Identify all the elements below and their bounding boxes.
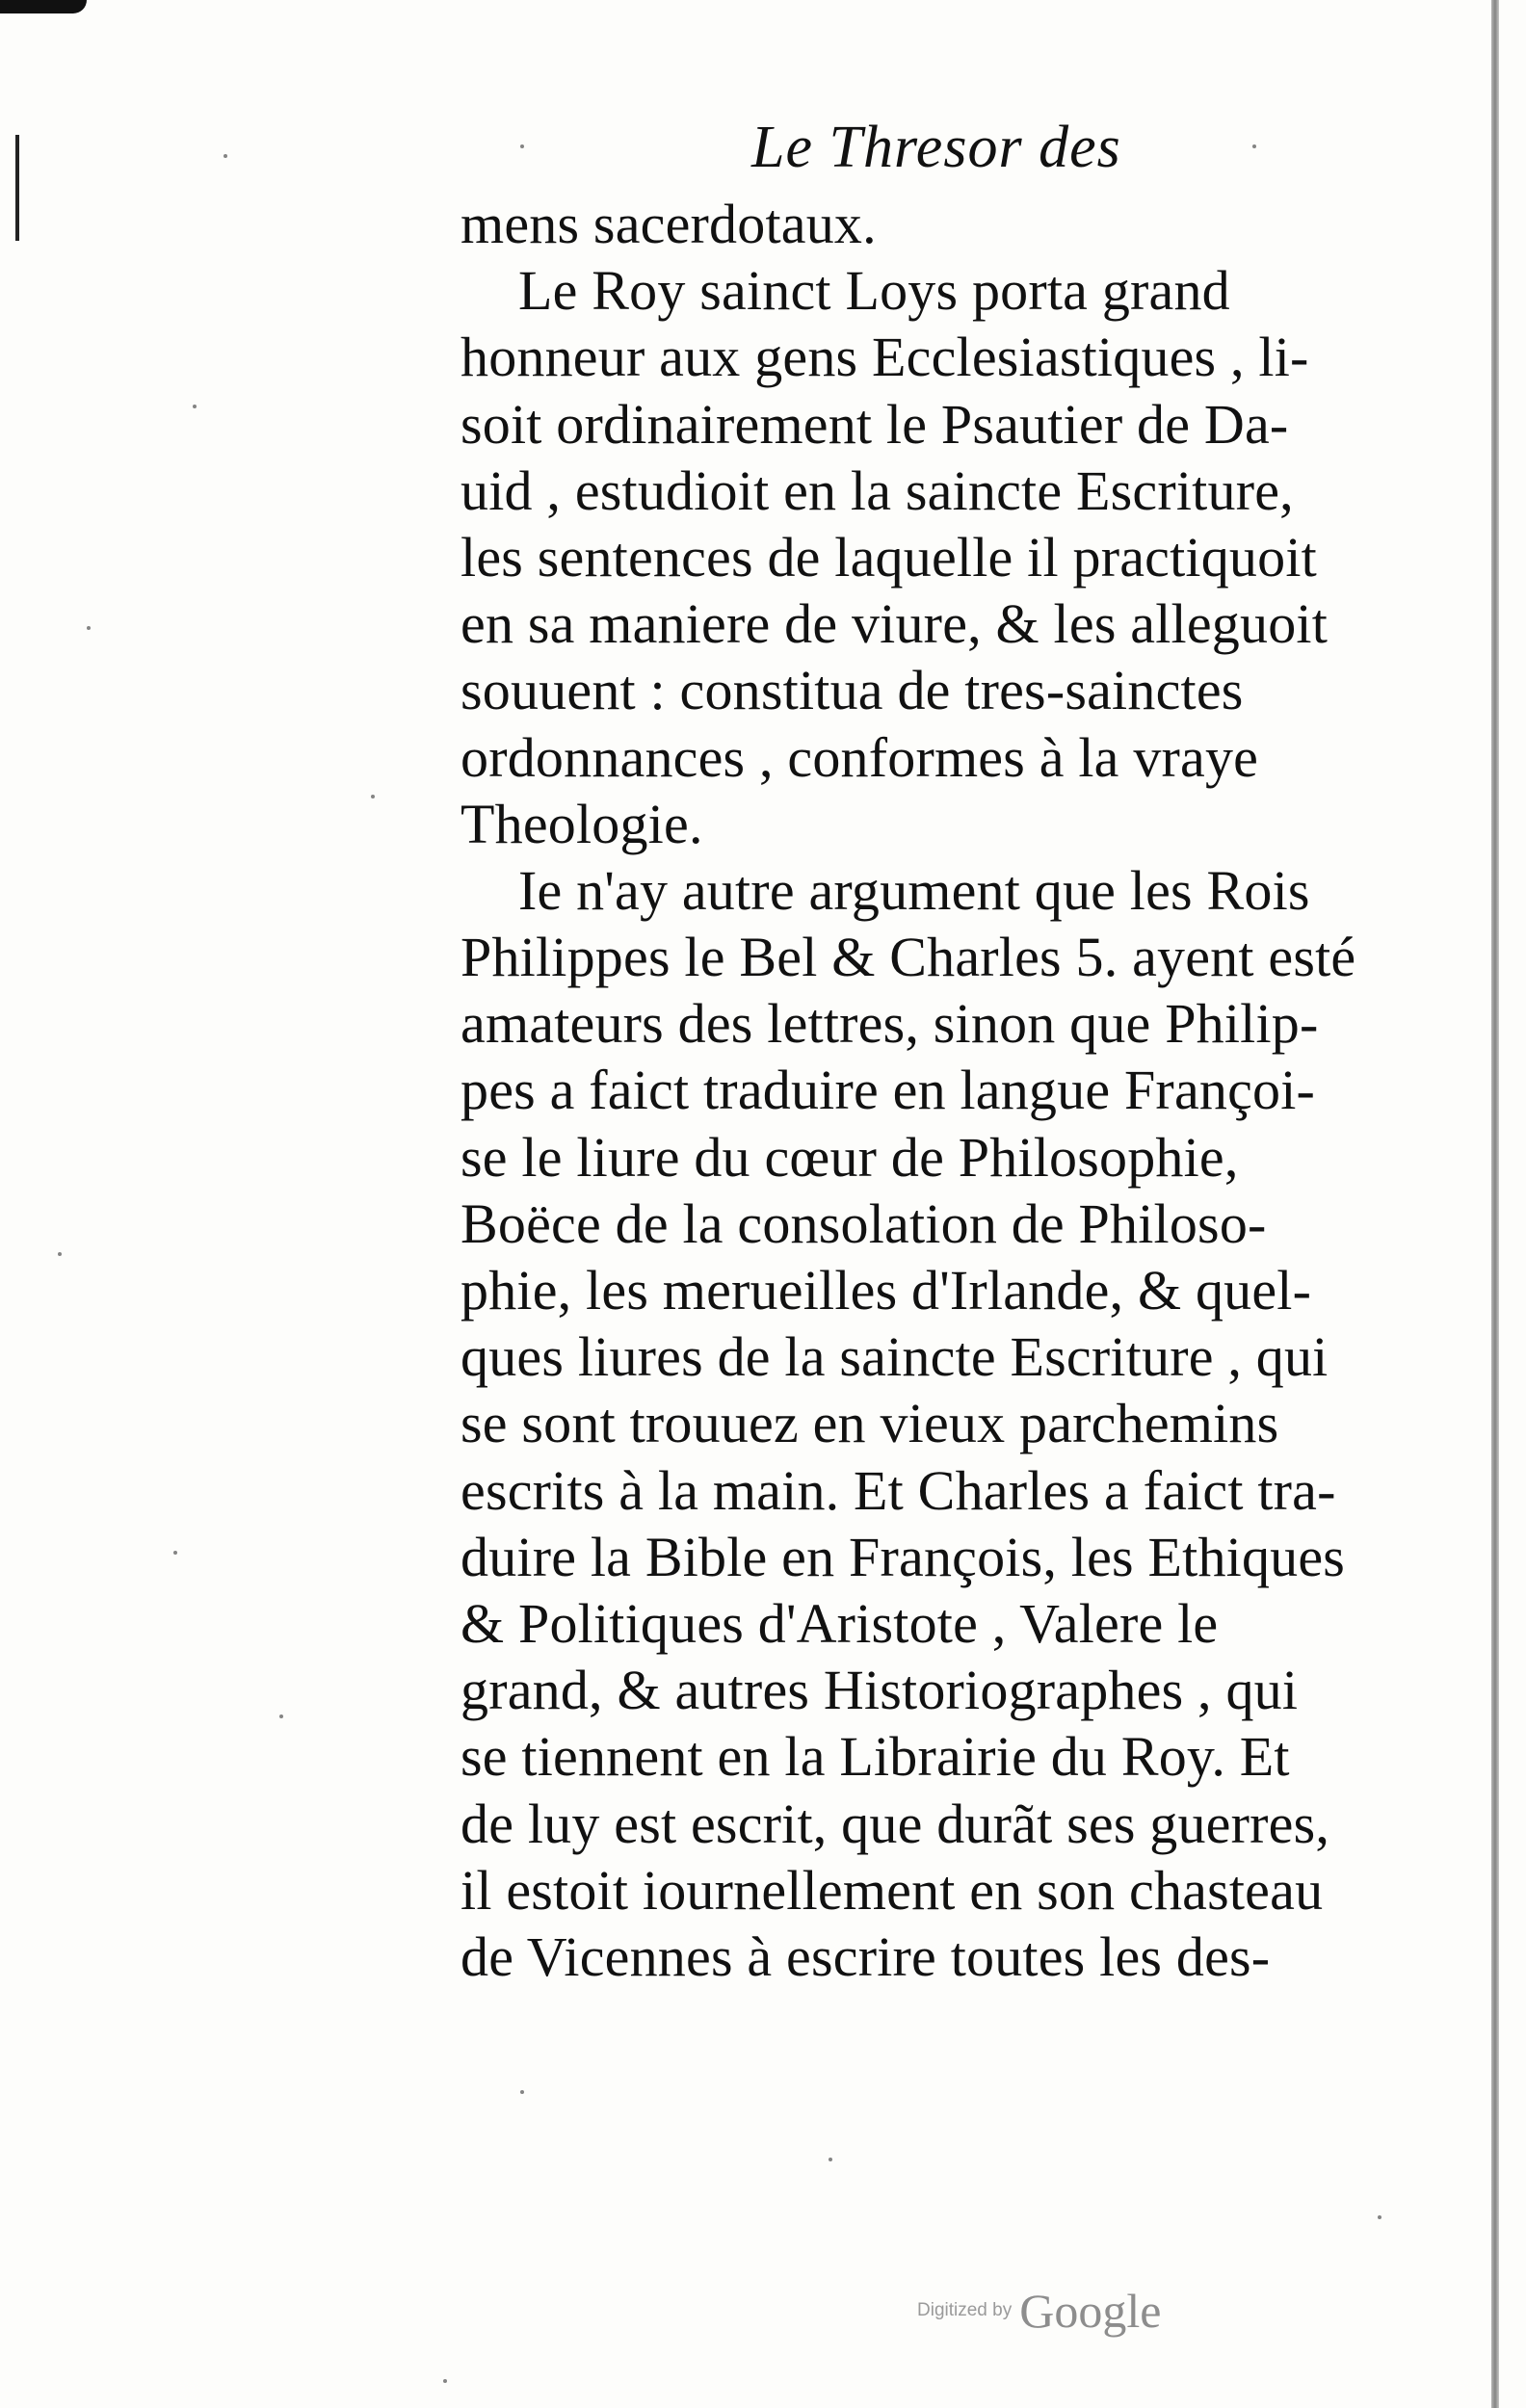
text-line: amateurs des lettres, sinon que Philip- [460,992,1319,1056]
text-line: de Vicennes à escrire toutes les des- [460,1924,1271,1988]
text-line: grand, & autres Historiographes , qui [460,1659,1299,1722]
page-right-edge [1491,0,1499,2408]
text-line: se tiennent en la Librairie du Roy. Et [460,1725,1290,1789]
text-line: ques liures de la saincte Escriture , qui [460,1325,1329,1389]
digitized-by-google-stamp [917,2283,1161,2339]
text-line: escrits à la main. Et Charles a faict tra- [460,1458,1336,1522]
ink-speck [1252,144,1256,148]
google-logo: Google [1019,2284,1162,2338]
text-line: souuent : constitua de tres-sainctes [460,659,1244,722]
ink-speck [279,1714,283,1718]
text-line: Boëce de la consolation de Philoso- [460,1191,1267,1255]
text-line: duire la Bible en François, les Ethiques [460,1525,1346,1588]
text-line: pes a faict traduire en langue Françoi- [460,1059,1316,1122]
ink-speck [87,626,91,630]
ink-speck [224,154,227,158]
text-line: mens sacerdotaux. [460,193,877,255]
text-line: soit ordinairement le Psautier de Da- [460,392,1289,456]
text-line: de luy est escrit, que durãt ses guerres, [460,1792,1330,1855]
text-line: honneur aux gens Ecclesiastiques , li- [460,326,1309,389]
text-line: se le liure du cœur de Philosophie, [460,1125,1239,1189]
text-line: Le Roy sainct Loys porta grand [518,259,1230,323]
text-line: & Politiques d'Aristote , Valere le [460,1591,1219,1655]
text-line: Philippes le Bel & Charles 5. ayent esté [460,926,1356,989]
body-text [460,191,1453,1990]
text-line: il estoit iournellement en son chasteau [460,1858,1324,1922]
text-line: en sa maniere de viure, & les alleguoit [460,592,1329,656]
text-line: les sentences de laquelle il practiquoit [460,525,1317,589]
text-line: ordonnances , conformes à la vraye [460,725,1259,789]
ink-speck [58,1252,62,1256]
ink-speck [371,795,375,798]
digitized-by-label: Digitized by [917,2300,1013,2320]
ink-speck [1378,2215,1381,2219]
page-edge-mark [15,135,19,241]
text-line: uid , estudioit en la saincte Escriture, [460,458,1294,522]
ink-speck [520,2090,524,2094]
text-line: Theologie. [460,792,703,855]
ink-speck [520,144,524,148]
ink-speck [193,405,197,408]
text-line: phie, les merueilles d'Irlande, & quel- [460,1259,1312,1322]
running-head: Le Thresor des [751,115,1121,180]
ink-speck [829,2158,832,2161]
ink-speck [443,2379,447,2383]
text-line: Ie n'ay autre argument que les Rois [518,858,1310,922]
text-line: se sont trouuez en vieux parchemins [460,1392,1279,1455]
ink-speck [173,1551,177,1555]
ink-smudge [0,0,87,13]
